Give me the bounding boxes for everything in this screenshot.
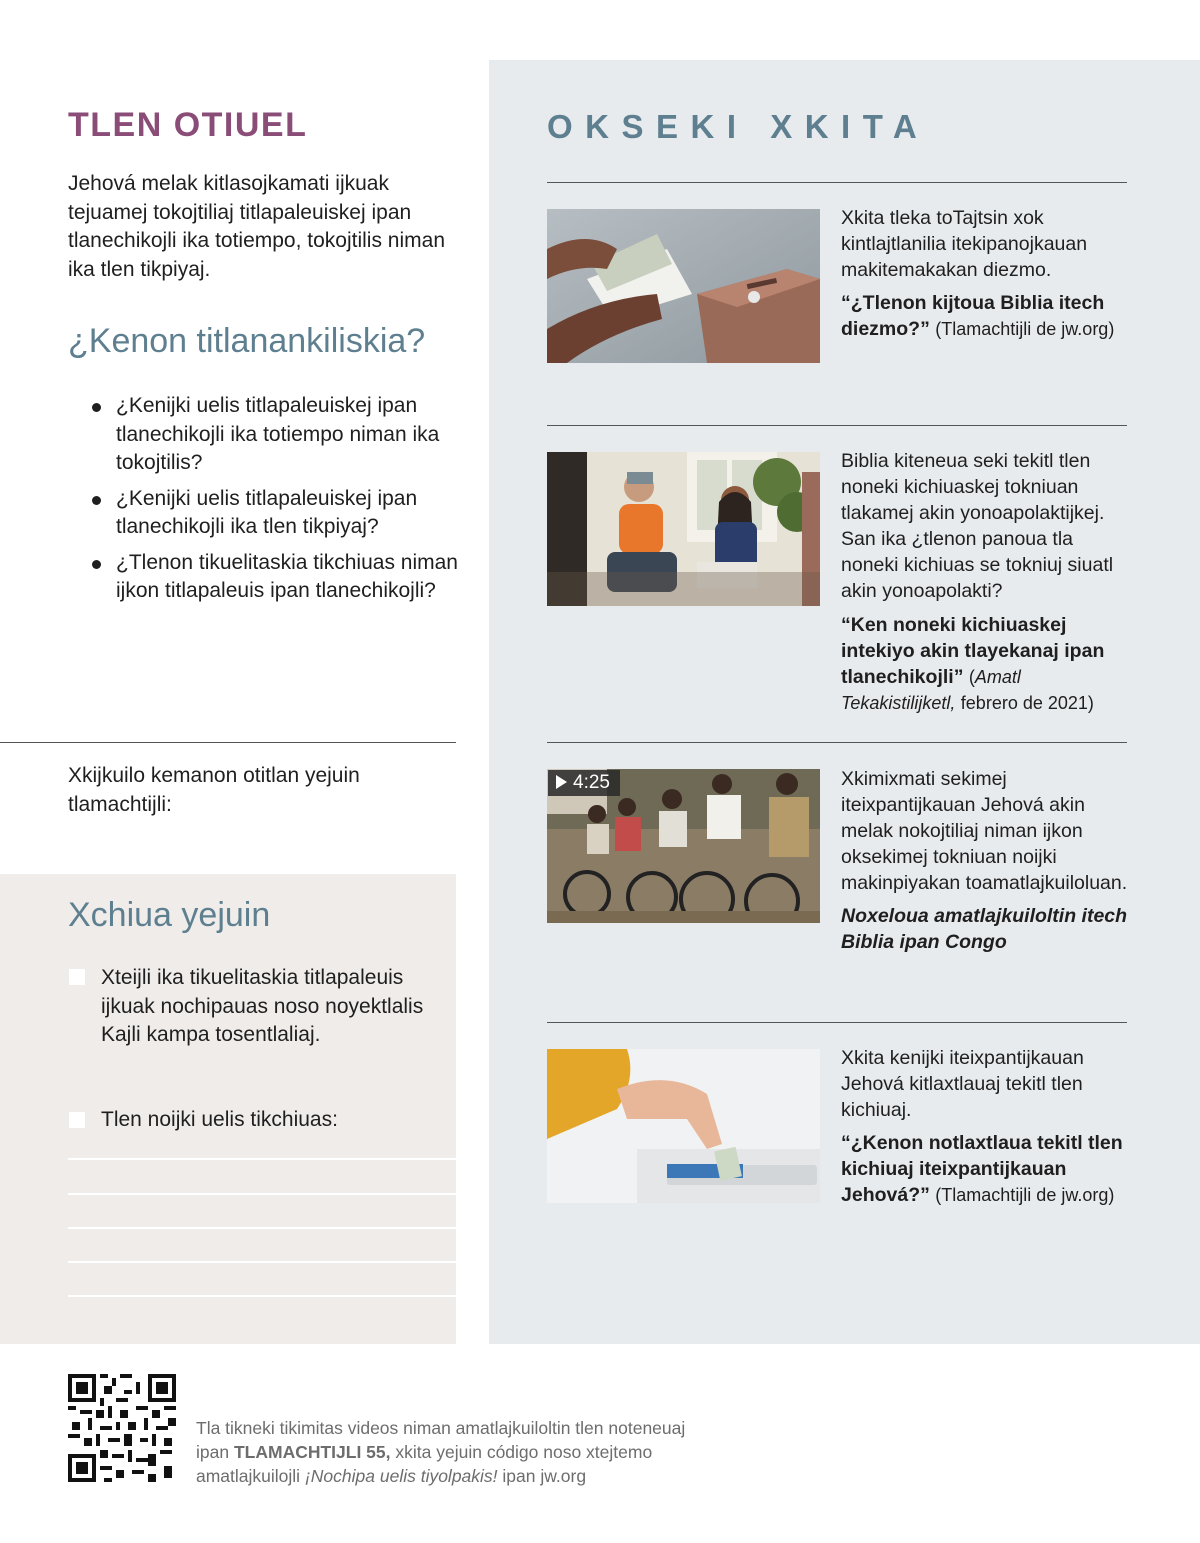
item-reference[interactable] [841, 1130, 1131, 1208]
list-item [90, 485, 458, 542]
bullet-icon [92, 496, 101, 505]
qr-code[interactable] [68, 1374, 176, 1482]
explore-heading: OKSEKI XKITA [547, 108, 930, 145]
footer-lesson-ref: TLAMACHTIJLI 55, [233, 1442, 391, 1462]
item-source: (Tlamachtijli de jw.org) [935, 319, 1115, 339]
item-title[interactable]: “¿Tlenon kijtoua Biblia itech diezmo?” [841, 292, 1105, 340]
divider [547, 742, 1127, 743]
write-line[interactable] [68, 1158, 456, 1160]
item-reference[interactable] [841, 290, 1131, 342]
footer-text-part: xkita yejuin código noso xtejtemo amatlajkuilojli [196, 1442, 653, 1486]
write-line[interactable] [68, 1261, 456, 1263]
bullet-icon [92, 560, 101, 569]
item-source: febrero de 2021) [960, 693, 1094, 713]
review-question: ¿Kenijki uelis titlapaleuiskej ipan tlanechikojli ika tlen tikpiyaj? [116, 486, 418, 538]
item-reference[interactable] [841, 612, 1131, 716]
divider [547, 1022, 1127, 1023]
list-item [90, 549, 458, 606]
item-title[interactable]: “Ken noneki kichiuaskej intekiyo akin tlayekanaj ipan tlanechikojli” [841, 614, 1105, 688]
donation-thumbnail[interactable] [547, 209, 820, 363]
checkbox[interactable] [69, 969, 85, 985]
review-heading: ¿Kenon titlanankiliskia? [68, 322, 426, 360]
lesson-date-note: Xkijkuilo kemanon otitlan yejuin tlamachtijli: [68, 764, 360, 816]
divider [547, 425, 1127, 426]
item-source-italic: Amatl Tekakistilijketl, [841, 667, 1021, 713]
summary-heading: TLEN OTIUEL [68, 106, 308, 144]
item-description: Biblia kiteneua seki tekitl tlen noneki kichiuaskej tokniuan tlakamej akin yonoapolaktijkej. San ika ¿tlenon panoua tla noneki kichiuas se tokniuj siuatl akin yonoapolakti? [841, 450, 1114, 602]
checkbox[interactable] [69, 1112, 85, 1128]
review-questions-list [90, 392, 458, 613]
list-item [90, 392, 458, 478]
try-item-text: Tlen noijki uelis tikchiuas: [101, 1108, 338, 1131]
divider [547, 182, 1127, 183]
item-source: (Tlamachtijli de jw.org) [935, 1185, 1115, 1205]
footer-link[interactable]: ipan jw.org [502, 1466, 587, 1486]
divider [0, 742, 456, 743]
video-duration: 4:25 [573, 772, 610, 793]
item-description: Xkita kenijki iteixpantijkauan Jehová kitlaxtlauaj tekitl tlen kichiuaj. [841, 1047, 1084, 1121]
summary-text: Jehová melak kitlasojkamati ijkuak tejuamej tokojtiliaj titlapaleuiskej ipan tlanechikojli ika totiempo, tokojtilis niman ika tlen tikpiyaj. [68, 172, 446, 281]
write-line[interactable] [68, 1193, 456, 1195]
item-source-open: ( [968, 667, 975, 687]
meeting-thumbnail[interactable] [547, 452, 820, 606]
write-line[interactable] [68, 1227, 456, 1229]
review-question: ¿Tlenon tikuelitaskia tikchiuas niman ijkon titlapaleuis ipan tlanechikojli? [116, 550, 458, 602]
footer-book-title: ¡Nochipa uelis tiyolpakis! [304, 1466, 498, 1486]
item-description: Xkita tleka toTajtsin xok kintlajtlanilia itekipanojkauan makitemakakan diezmo. [841, 207, 1088, 281]
footer-text [196, 1416, 716, 1488]
write-line[interactable] [68, 1295, 456, 1297]
video-duration-badge[interactable] [548, 770, 620, 796]
try-item-text: Xteijli ika tikuelitaskia titlapaleuis ijkuak nochipauas noso noyektlalis Kajli kampa tosentlaliaj. [101, 966, 424, 1046]
bullet-icon [92, 403, 101, 412]
item-title[interactable]: Noxeloua amatlajkuiloltin itech Biblia ipan Congo [841, 905, 1128, 953]
review-question: ¿Kenijki uelis titlapaleuiskej ipan tlanechikojli ika totiempo niman ika tokojtilis? [116, 394, 440, 474]
item-description: Xkimixmati sekimej iteixpantijkauan Jehová akin melak nokojtiliaj niman ijkon oksekimej tokniuan noijki makinpiyakan toamatlajkuiloluan. [841, 768, 1128, 894]
footer-text-part: Tla tikneki tikimitas videos niman amatlajkuiloltin tlen noteneuaj ipan [196, 1418, 686, 1462]
try-this-heading: Xchiua yejuin [68, 896, 271, 934]
donation-box-thumbnail[interactable] [547, 1049, 820, 1203]
play-icon [556, 775, 567, 789]
item-title[interactable]: “¿Kenon notlaxtlaua tekitl tlen kichiuaj iteixpantijkauan Jehová?” [841, 1132, 1123, 1206]
